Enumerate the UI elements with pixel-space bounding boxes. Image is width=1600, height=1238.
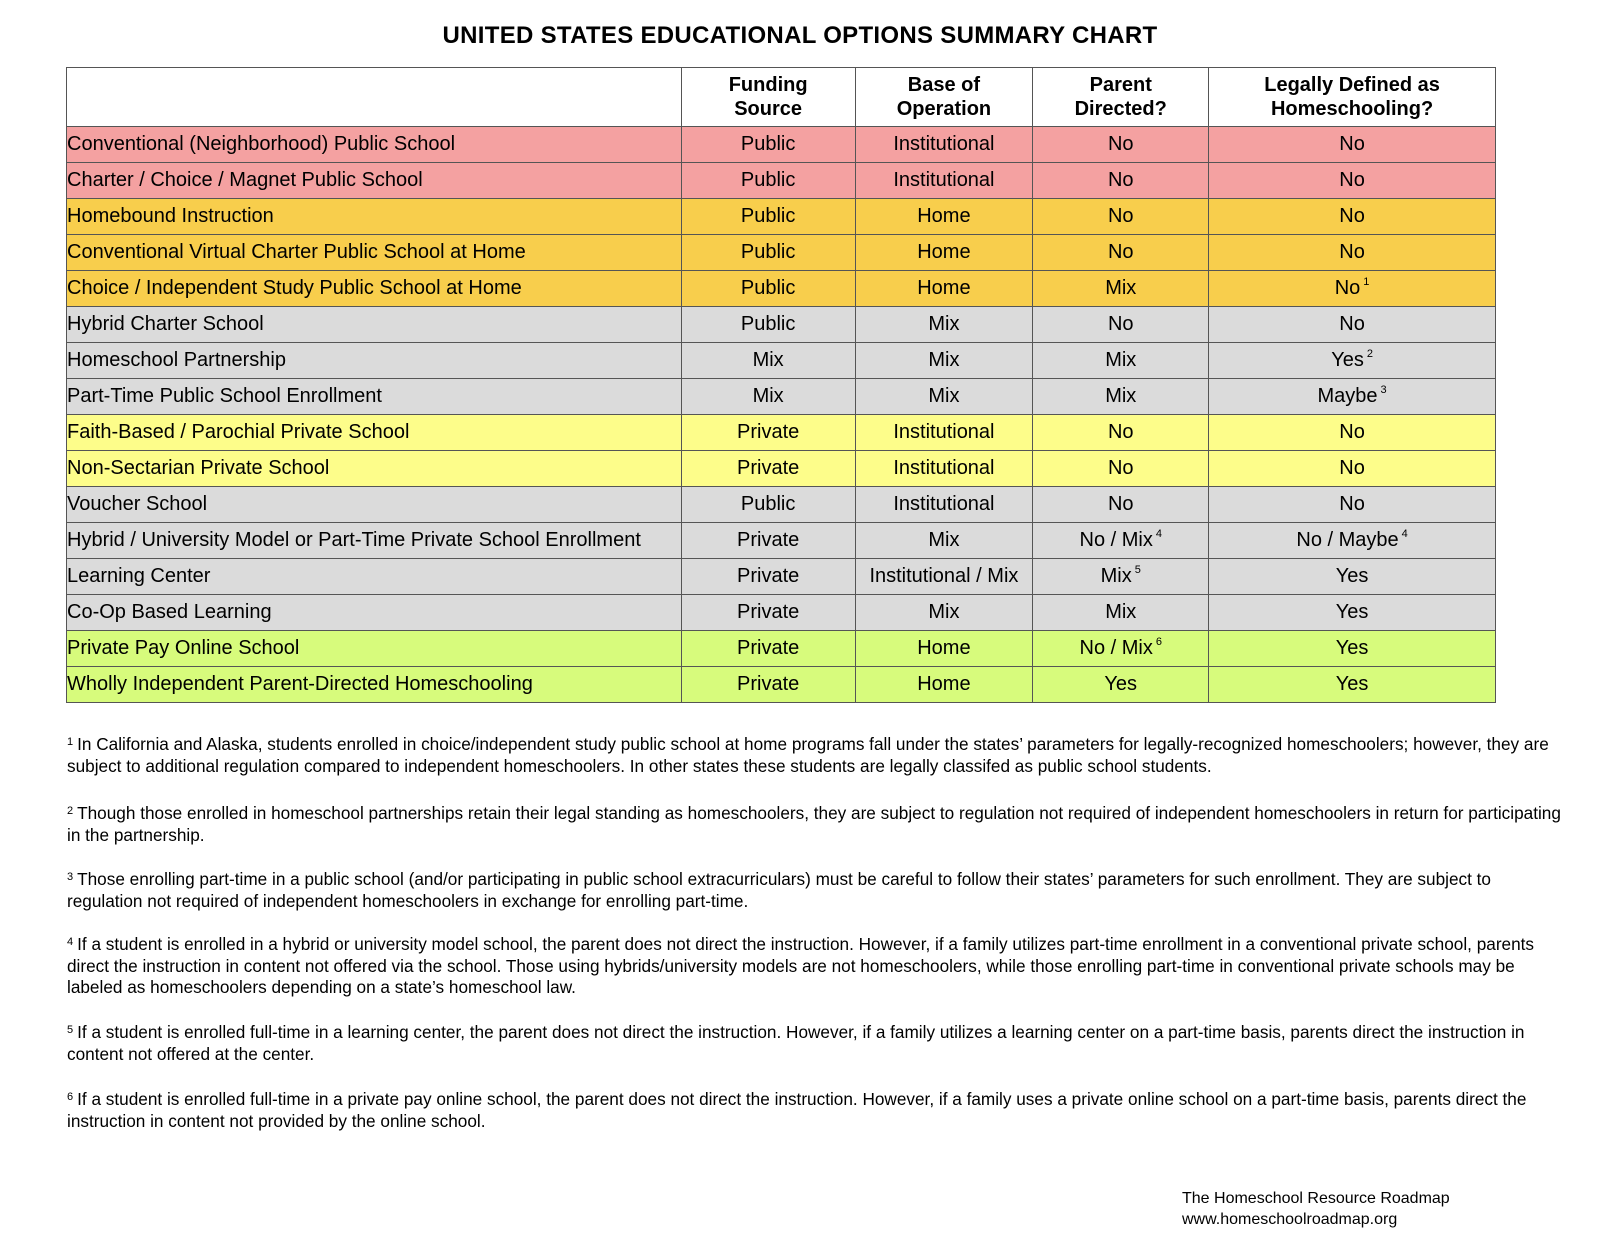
base-of-operation-cell: Home [855, 235, 1033, 271]
header-funding-source [681, 68, 855, 127]
footnote-number: 5 [67, 1024, 74, 1036]
legally-defined-value: Maybe [1317, 385, 1378, 407]
parent-directed-value: No [1107, 457, 1134, 479]
header-parent-line1: Parent [1089, 74, 1152, 96]
header-base-line1: Base of [907, 74, 981, 96]
header-funding-line1: Funding [728, 74, 808, 96]
legally-defined-value: No [1339, 241, 1365, 263]
header-funding-line2: Source [734, 98, 803, 120]
parent-directed-cell [1033, 487, 1209, 523]
legally-defined-footnote-mark: 1 [1363, 276, 1370, 288]
legally-defined-cell [1209, 163, 1496, 199]
base-of-operation-cell: Institutional [855, 487, 1033, 523]
parent-directed-value: Mix [1105, 385, 1137, 407]
header-parent-directed [1033, 68, 1209, 127]
parent-directed-cell [1033, 307, 1209, 343]
footnote-text: If a student is enrolled full-time in a private pay online school, the parent does not direct the instruction. However, if a family uses a private online school on a part-time basis, parents direct the instruction in content not provided by the online school. [67, 1089, 1527, 1131]
legally-defined-cell [1209, 523, 1496, 559]
footnote-3 [67, 869, 1567, 912]
legally-defined-value: No [1339, 457, 1365, 479]
option-name: Co-Op Based Learning [67, 595, 682, 631]
parent-directed-cell [1033, 343, 1209, 379]
parent-directed-value: No [1107, 169, 1134, 191]
legally-defined-value: No [1339, 421, 1365, 443]
header-row [67, 68, 1496, 127]
footnote-number: 1 [67, 736, 74, 748]
header-legal-line1: Legally Defined as [1264, 74, 1440, 96]
table-row [67, 235, 1496, 271]
footnote-number: 4 [67, 936, 74, 948]
table-row [67, 523, 1496, 559]
base-of-operation-cell: Mix [855, 523, 1033, 559]
funding-source-cell: Private [681, 451, 855, 487]
legally-defined-value: No [1339, 493, 1365, 515]
funding-source-cell: Private [681, 415, 855, 451]
parent-directed-value: Yes [1104, 673, 1138, 695]
table-row [67, 163, 1496, 199]
base-of-operation-cell: Home [855, 667, 1033, 703]
funding-source-cell: Public [681, 199, 855, 235]
parent-directed-cell [1033, 559, 1209, 595]
parent-directed-value: No [1107, 205, 1134, 227]
parent-directed-value: Mix [1105, 601, 1137, 623]
footer-url: www.homeschoolroadmap.org [1182, 1211, 1398, 1228]
parent-directed-value: No [1107, 493, 1134, 515]
base-of-operation-cell: Institutional [855, 163, 1033, 199]
footnote-number: 6 [67, 1091, 74, 1103]
parent-directed-value: No [1107, 241, 1134, 263]
parent-directed-value: No / Mix [1079, 637, 1153, 659]
funding-source-cell: Public [681, 271, 855, 307]
parent-directed-cell [1033, 163, 1209, 199]
footnote-5 [67, 1022, 1567, 1065]
funding-source-cell: Public [681, 163, 855, 199]
option-name: Wholly Independent Parent-Directed Homeschooling [67, 667, 682, 703]
option-name: Voucher School [67, 487, 682, 523]
option-name: Private Pay Online School [67, 631, 682, 667]
footnote-text: Though those enrolled in homeschool partnerships retain their legal standing as homeschoolers, they are subject to regulation not required of independent homeschoolers in return for participating in the partnership. [67, 803, 1561, 845]
option-name: Choice / Independent Study Public School at Home [67, 271, 682, 307]
parent-directed-footnote-mark: 6 [1155, 636, 1162, 648]
header-legally-defined [1209, 68, 1496, 127]
legally-defined-cell [1209, 307, 1496, 343]
table-row [67, 343, 1496, 379]
footer-credit [1182, 1188, 1450, 1230]
parent-directed-value: No [1107, 133, 1134, 155]
funding-source-cell: Private [681, 559, 855, 595]
base-of-operation-cell: Institutional [855, 415, 1033, 451]
parent-directed-cell [1033, 379, 1209, 415]
base-of-operation-cell: Institutional [855, 127, 1033, 163]
parent-directed-cell [1033, 451, 1209, 487]
funding-source-cell: Public [681, 487, 855, 523]
table-row [67, 631, 1496, 667]
table-row [67, 379, 1496, 415]
footnote-number: 2 [67, 805, 74, 817]
base-of-operation-cell: Mix [855, 595, 1033, 631]
base-of-operation-cell: Mix [855, 379, 1033, 415]
option-name: Part-Time Public School Enrollment [67, 379, 682, 415]
legally-defined-cell [1209, 199, 1496, 235]
header-base-line2: Operation [896, 98, 992, 120]
legally-defined-cell [1209, 451, 1496, 487]
table-row [67, 451, 1496, 487]
legally-defined-cell [1209, 343, 1496, 379]
option-name: Faith-Based / Parochial Private School [67, 415, 682, 451]
option-name: Hybrid Charter School [67, 307, 682, 343]
parent-directed-cell [1033, 595, 1209, 631]
footnote-text: Those enrolling part-time in a public school (and/or participating in public school extracurriculars) must be careful to follow their states’ parameters for such enrollment. They are subject to regulation not required of independent homeschoolers in exchange for enrolling part-time. [67, 869, 1491, 911]
table-row [67, 307, 1496, 343]
table-row [67, 487, 1496, 523]
table-row [67, 127, 1496, 163]
base-of-operation-cell: Home [855, 199, 1033, 235]
legally-defined-value: No [1339, 133, 1365, 155]
parent-directed-cell [1033, 523, 1209, 559]
base-of-operation-cell: Mix [855, 307, 1033, 343]
footnote-text: If a student is enrolled in a hybrid or university model school, the parent does not direct the instruction. However, if a family utilizes part-time enrollment in a conventional private school, parents direct the instruction in content not offered via the school. Those using hybrids/university models are not homeschoolers, while those enrolling part-time in conventional private schools may be labeled as homeschoolers depending on a state’s homeschool law. [67, 934, 1535, 997]
footnote-2 [67, 803, 1567, 846]
legally-defined-value: No [1334, 277, 1361, 299]
legally-defined-footnote-mark: 4 [1401, 528, 1408, 540]
parent-directed-cell [1033, 415, 1209, 451]
table-row [67, 667, 1496, 703]
parent-directed-value: No [1107, 421, 1134, 443]
parent-directed-cell [1033, 271, 1209, 307]
parent-directed-cell [1033, 199, 1209, 235]
funding-source-cell: Mix [681, 343, 855, 379]
base-of-operation-cell: Home [855, 271, 1033, 307]
legally-defined-value: No [1339, 169, 1365, 191]
table-row [67, 199, 1496, 235]
funding-source-cell: Private [681, 667, 855, 703]
legally-defined-value: No / Maybe [1296, 529, 1399, 551]
legally-defined-footnote-mark: 2 [1366, 348, 1373, 360]
legally-defined-cell [1209, 379, 1496, 415]
legally-defined-value: No [1339, 313, 1365, 335]
option-name: Non-Sectarian Private School [67, 451, 682, 487]
legally-defined-value: No [1339, 205, 1365, 227]
legally-defined-cell [1209, 271, 1496, 307]
option-name: Conventional Virtual Charter Public School at Home [67, 235, 682, 271]
legally-defined-value: Yes [1335, 637, 1369, 659]
funding-source-cell: Private [681, 631, 855, 667]
legally-defined-value: Yes [1335, 565, 1369, 587]
table-row [67, 415, 1496, 451]
base-of-operation-cell: Home [855, 631, 1033, 667]
table-row [67, 595, 1496, 631]
parent-directed-value: No / Mix [1079, 529, 1153, 551]
table-row [67, 559, 1496, 595]
header-base-of-operation [855, 68, 1033, 127]
funding-source-cell: Public [681, 235, 855, 271]
footnote-1 [67, 734, 1567, 777]
legally-defined-value: Yes [1331, 349, 1364, 371]
legally-defined-cell [1209, 631, 1496, 667]
header-parent-line2: Directed? [1074, 98, 1167, 120]
base-of-operation-cell: Institutional / Mix [855, 559, 1033, 595]
parent-directed-cell [1033, 127, 1209, 163]
legally-defined-cell [1209, 415, 1496, 451]
parent-directed-footnote-mark: 5 [1134, 564, 1141, 576]
funding-source-cell: Mix [681, 379, 855, 415]
funding-source-cell: Public [681, 307, 855, 343]
option-name: Homebound Instruction [67, 199, 682, 235]
footnote-4 [67, 934, 1567, 999]
parent-directed-value: Mix [1105, 277, 1137, 299]
legally-defined-cell [1209, 667, 1496, 703]
footnote-6 [67, 1089, 1567, 1132]
funding-source-cell: Private [681, 595, 855, 631]
legally-defined-cell [1209, 487, 1496, 523]
parent-directed-cell [1033, 235, 1209, 271]
option-name: Charter / Choice / Magnet Public School [67, 163, 682, 199]
footer-site-name: The Homeschool Resource Roadmap [1182, 1190, 1450, 1207]
footnote-number: 3 [67, 871, 74, 883]
parent-directed-value: Mix [1105, 349, 1137, 371]
legally-defined-footnote-mark: 3 [1380, 384, 1387, 396]
option-name: Conventional (Neighborhood) Public School [67, 127, 682, 163]
legally-defined-cell [1209, 595, 1496, 631]
option-name: Hybrid / University Model or Part-Time Private School Enrollment [67, 523, 682, 559]
page-title: UNITED STATES EDUCATIONAL OPTIONS SUMMARY CHART [442, 22, 1158, 49]
parent-directed-cell [1033, 631, 1209, 667]
footnote-text: If a student is enrolled full-time in a learning center, the parent does not direct the instruction. However, if a family utilizes a learning center on a part-time basis, parents direct the instruction in content not offered at the center. [67, 1022, 1525, 1064]
parent-directed-cell [1033, 667, 1209, 703]
table-row [67, 271, 1496, 307]
funding-source-cell: Public [681, 127, 855, 163]
options-table [66, 67, 1496, 703]
option-name: Learning Center [67, 559, 682, 595]
legally-defined-value: Yes [1335, 673, 1369, 695]
legally-defined-cell [1209, 235, 1496, 271]
legally-defined-value: Yes [1335, 601, 1369, 623]
funding-source-cell: Private [681, 523, 855, 559]
parent-directed-value: No [1107, 313, 1134, 335]
base-of-operation-cell: Institutional [855, 451, 1033, 487]
legally-defined-cell [1209, 559, 1496, 595]
footnote-text: In California and Alaska, students enrolled in choice/independent study public school at home programs fall under the states’ parameters for legally-recognized homeschoolers; however, they are subject to additional regulation compared to independent homeschoolers. In other states these students are legally classifed as public school students. [67, 734, 1549, 776]
base-of-operation-cell: Mix [855, 343, 1033, 379]
header-blank [67, 68, 682, 127]
parent-directed-value: Mix [1100, 565, 1132, 587]
legally-defined-cell [1209, 127, 1496, 163]
option-name: Homeschool Partnership [67, 343, 682, 379]
parent-directed-footnote-mark: 4 [1155, 528, 1162, 540]
header-legal-line2: Homeschooling? [1270, 98, 1434, 120]
